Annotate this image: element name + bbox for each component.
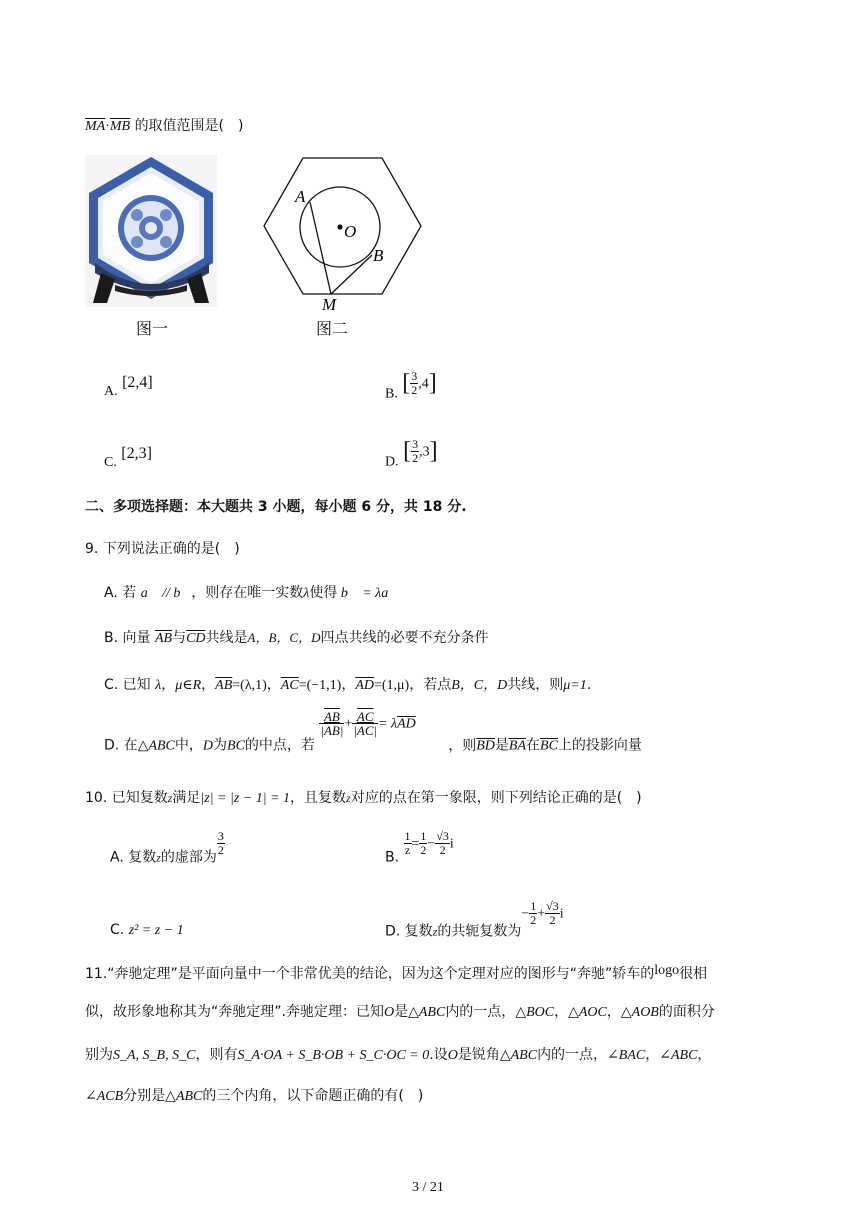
q8-option-b: B. [ $\frac{3}{2}$ ,4] (385, 369, 437, 402)
fig1-caption: 图一 (136, 321, 169, 338)
q8-option-d: D. [ $\frac{3}{2}$ ,3] (385, 437, 438, 470)
porcelain-plate-figure (85, 155, 217, 307)
label-o: O (344, 222, 357, 241)
q9-option-d: D. 在△ABC中，D为BC的中点，若 $\frac{\overline{AB}}{|\overline{AB}|}$ + $\frac{\overline{AC}}{|\overline{AC}|}$ = $\lambda\overline{AD}$ ，则$\overline{BD}$是$\overline{BA}$在$\overline{BC}$上的投影向量 (104, 709, 642, 754)
q11-line1: 11.“奔驰定理”是平面向量中一个非常优美的结论，因为这个定理对应的图形与“奔驰”轿车的logo很相 (85, 963, 708, 982)
q8-tail-text: 的取值范围是( ) (134, 118, 244, 134)
vector-mb: $\overline{MB}$ (109, 119, 131, 134)
label-a: A (295, 187, 306, 206)
q9-option-a: A. 若 a⃗ // b⃗，则存在唯一实数λ使得 b⃗ = λa⃗ (104, 585, 400, 601)
q8-option-a: A. [2,4] (104, 374, 153, 399)
q8-tail: $\overline{MA}\cdot\overline{MB}$ 的取值范围是( ) (85, 118, 244, 134)
q10-option-d: D. 复数z的共轭复数为− $\frac{1}{2}$ + $\frac{√3}{2}$ i (385, 899, 564, 940)
fig2-caption: 图二 (316, 321, 349, 338)
vector-ma: $\overline{MA}$ (85, 119, 106, 134)
q9-option-b: B. 向量 $\overline{AB}$与$\overline{CD}$共线是A，B，C，D四点共线的必要不充分条件 (104, 630, 489, 646)
q9-stem: 9. 下列说法正确的是( ) (85, 541, 240, 557)
q8-option-c: C. [2,3] (104, 445, 152, 470)
q10-option-c: C. z² = z − 1 (110, 922, 184, 938)
label-m: M (322, 295, 337, 314)
q9-option-c: C. 已知 λ，μ∈R，$\overline{AB}=(\lambda,1)$，$\overline{AC}=(-1,1)$，$\overline{AD}=(1,\mu)$，若点B，C，D共线，则μ=1. (104, 677, 592, 693)
q10-option-a: A. 复数z的虚部为 $\frac{3}{2}$ (110, 829, 224, 866)
q11-line4: ∠ACB分别是△ABC的三个内角，以下命题正确的有( ) (85, 1088, 424, 1104)
hexagon-circle-diagram (258, 155, 426, 315)
q10-stem: 10. 已知复数z满足|z| = |z − 1| = 1，且复数z对应的点在第一象限，则下列结论正确的是( ) (85, 790, 642, 806)
q11-line3: 别为S_A, S_B, S_C，则有S_A·OA + S_B·OB + S_C·OC = 0.设O是锐角△ABC内的一点，∠BAC，∠ABC， (85, 1047, 712, 1063)
page-number: 3 / 21 (412, 1180, 444, 1195)
section-heading: 二、多项选择题：本大题共 3 小题，每小题 6 分，共 18 分. (85, 499, 467, 515)
q10-option-b: B. $\frac{1}{z}$ = $\frac{1}{2}$ − $\frac{√3}{2}$ i (385, 829, 454, 866)
q11-line2: 似，故形象地称其为“奔驰定理”.奔驰定理：已知O是△ABC内的一点，△BOC，△AOC，△AOB的面积分 (85, 1004, 715, 1020)
label-b: B (373, 246, 384, 265)
